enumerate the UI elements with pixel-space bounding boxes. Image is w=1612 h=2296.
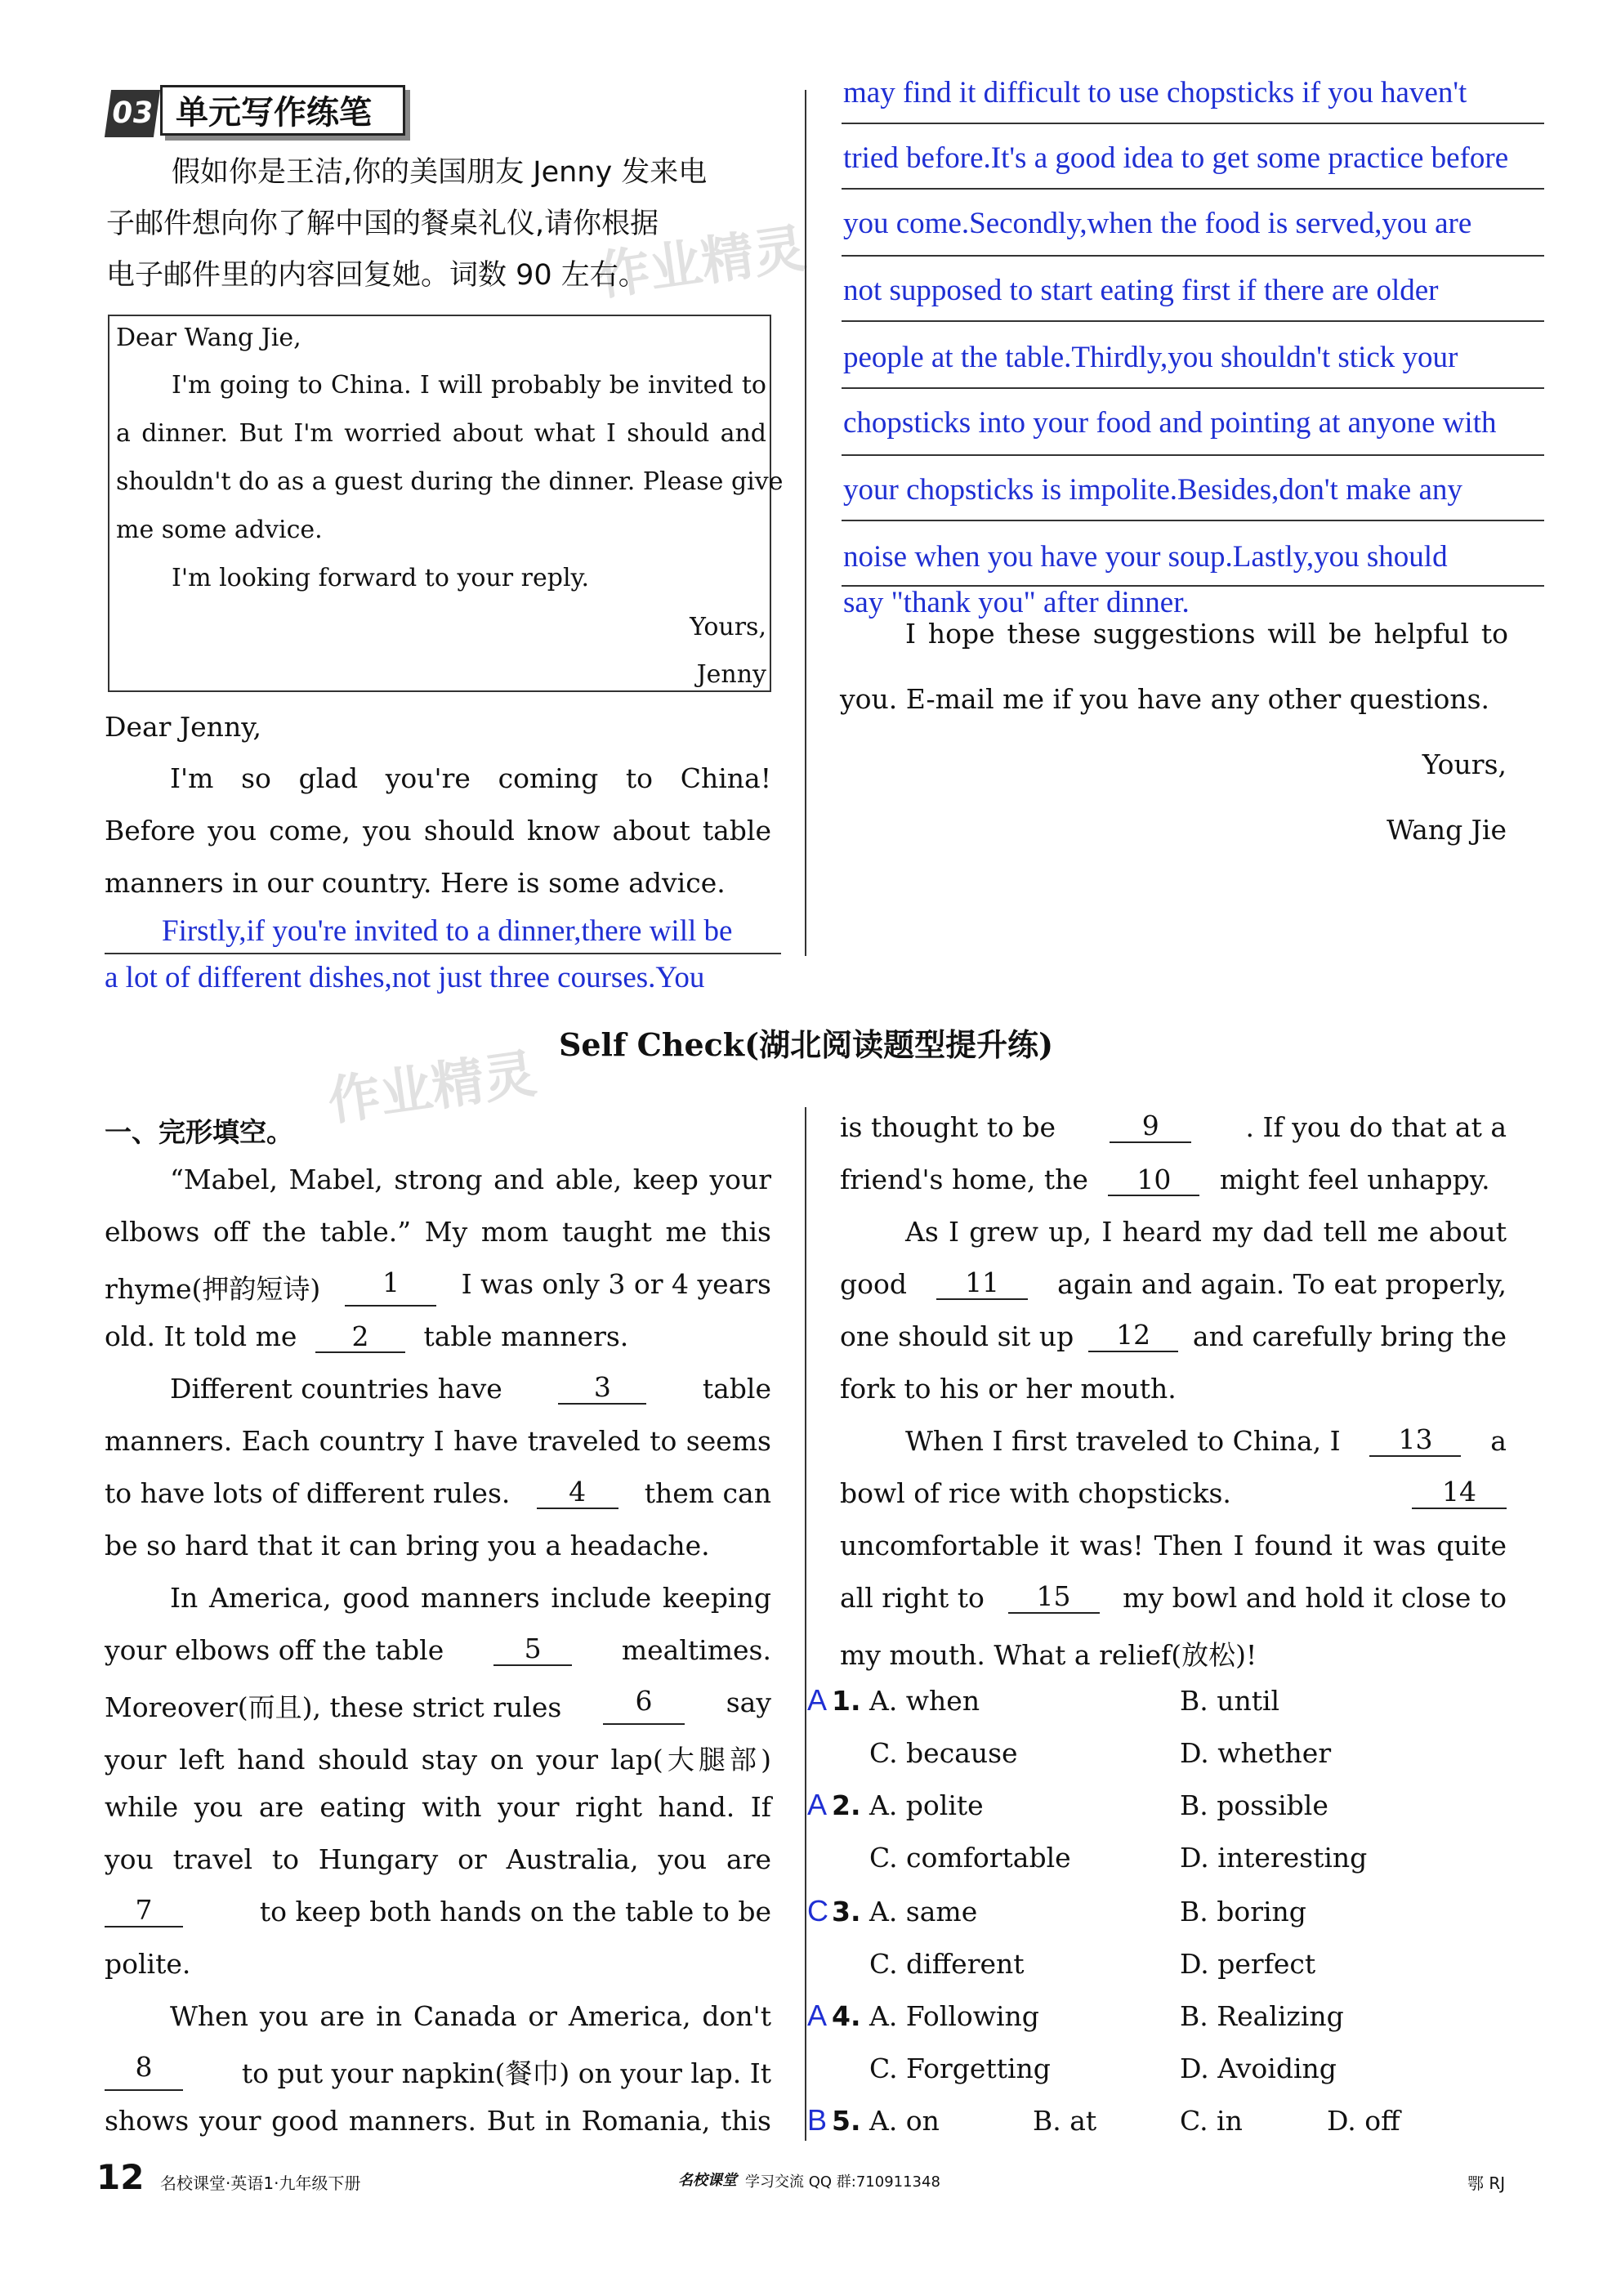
answer-line: Firstly,if you're invited to a dinner,there will be (162, 914, 733, 948)
cloze-line: while you are eating with your right hand. If (105, 1791, 771, 1823)
option-a[interactable]: A. Following (869, 2000, 1039, 2032)
reply-line: I hope these suggestions will be helpful to (905, 618, 1508, 650)
cloze-line (840, 1477, 1507, 1509)
self-check-title: Self Check(湖北阅读题型提升练) (558, 1026, 1054, 1063)
watermark: 作业精灵 (324, 1043, 540, 1133)
cloze-text: one should sit up (840, 1320, 1074, 1352)
answer-mark: B (807, 2103, 828, 2137)
prompt-line: 假如你是王洁,你的美国朋友 Jenny 发来电 (172, 156, 708, 189)
cloze-text: and carefully bring the (1192, 1320, 1507, 1352)
cloze-text: rhyme(押韵短诗) (105, 1273, 321, 1305)
option-c[interactable]: C. Forgetting (869, 2053, 1051, 2084)
cloze-line: you travel to Hungary or Australia, you are (105, 1843, 771, 1875)
cloze-line: In America, good manners include keeping (170, 1582, 771, 1614)
writing-rule (842, 520, 1544, 521)
answer-line: your chopsticks is impolite.Besides,don't make any (843, 473, 1462, 507)
option-c[interactable]: C. because (869, 1737, 1018, 1769)
cloze-text: table (702, 1373, 771, 1405)
answer-line: chopsticks into your food and pointing at anyone with (843, 406, 1497, 440)
option-b[interactable]: B. at (1033, 2105, 1097, 2137)
cloze-text: to put your napkin(餐巾) on your lap. It (241, 2057, 771, 2089)
cloze-text: old. It told me (105, 1320, 297, 1352)
cloze-text: a (1490, 1425, 1507, 1457)
cloze-line: When you are in Canada or America, don't (170, 2000, 771, 2032)
cloze-line: “Mabel, Mabel, strong and able, keep your (170, 1164, 771, 1195)
option-d[interactable]: D. perfect (1180, 1948, 1316, 1980)
cloze-text: friend's home, the (840, 1164, 1088, 1195)
reply-line: manners in our country. Here is some advice. (105, 867, 726, 899)
letter-line: me some advice. (116, 516, 323, 544)
cloze-line: polite. (105, 1948, 191, 1980)
cloze-text: all right to (840, 1582, 985, 1614)
section-title: 单元写作练笔 (160, 85, 405, 136)
book-title: 名校课堂·英语1·九年级下册 (160, 2173, 361, 2193)
option-d[interactable]: D. whether (1180, 1737, 1332, 1769)
cloze-line: your left hand should stay on your lap(大腿部) (105, 1744, 771, 1776)
cloze-line: fork to his or her mouth. (840, 1373, 1177, 1405)
answer-mark: A (807, 1683, 828, 1717)
reply-signature: Wang Jie (1386, 814, 1507, 846)
option-d[interactable]: D. interesting (1180, 1842, 1368, 1874)
reply-line: Before you come, you should know about table (105, 815, 771, 846)
cloze-text: might feel unhappy. (1219, 1164, 1490, 1195)
cloze-text: my bowl and hold it close to (1123, 1582, 1507, 1614)
cloze-line (105, 1896, 771, 1927)
answer-line: a lot of different dishes,not just three courses.You (105, 961, 705, 994)
part-label: 一、完形填空。 (105, 1116, 293, 1148)
answer-mark: C (807, 1894, 828, 1927)
answer-line: may find it difficult to use chopsticks if you haven't (843, 76, 1467, 109)
cloze-line (840, 1582, 1507, 1614)
cloze-blank[interactable]: 1 (345, 1268, 436, 1307)
letter-line: a dinner. But I'm worried about what I should and (116, 419, 766, 448)
cloze-line (105, 1686, 771, 1725)
cloze-blank[interactable]: 10 (1108, 1165, 1199, 1196)
cloze-text: I was only 3 or 4 years (461, 1268, 771, 1300)
cloze-blank[interactable]: 4 (537, 1477, 618, 1509)
writing-rule (842, 387, 1544, 389)
cloze-text: good (840, 1268, 907, 1300)
cloze-text: to have lots of different rules. (105, 1477, 511, 1509)
option-a[interactable]: A. when (869, 1685, 980, 1717)
cloze-text: again and again. To eat properly, (1057, 1268, 1507, 1300)
question-number: 3. (832, 1896, 861, 1927)
cloze-blank[interactable]: 11 (936, 1268, 1028, 1300)
reply-line: I'm so glad you're coming to China! (170, 762, 771, 794)
cloze-blank[interactable]: 3 (558, 1373, 646, 1405)
brand-logo: 名校课堂 (678, 2172, 737, 2189)
option-a[interactable]: A. polite (869, 1789, 984, 1821)
cloze-line (905, 1425, 1507, 1457)
option-c[interactable]: C. different (869, 1948, 1025, 1980)
reply-closing: Yours, (1422, 748, 1507, 780)
cloze-line (105, 1477, 771, 1509)
question-number: 2. (832, 1789, 861, 1821)
answer-mark: A (807, 1999, 828, 2032)
jenny-letter (108, 315, 784, 692)
cloze-blank[interactable]: 6 (603, 1686, 685, 1725)
option-c[interactable]: C. comfortable (869, 1842, 1071, 1874)
answer-line: people at the table.Thirdly,you shouldn't stick your (843, 341, 1458, 374)
cloze-blank[interactable]: 2 (315, 1322, 405, 1353)
option-c[interactable]: C. in (1180, 2105, 1243, 2137)
cloze-line (105, 1634, 771, 1666)
question-number: 1. (832, 1685, 861, 1717)
cloze-blank[interactable]: 13 (1369, 1425, 1461, 1457)
cloze-line: my mouth. What a relief(放松)! (840, 1639, 1257, 1671)
cloze-text: to keep both hands on the table to be (259, 1896, 771, 1927)
section-number: 03 (105, 90, 160, 137)
cloze-blank[interactable]: 14 (1412, 1477, 1507, 1509)
option-b[interactable]: B. boring (1180, 1896, 1306, 1927)
cloze-line (170, 1373, 771, 1405)
column-divider (805, 90, 806, 956)
cloze-blank[interactable]: 12 (1088, 1320, 1178, 1352)
cloze-line: As I grew up, I heard my dad tell me about (905, 1216, 1507, 1248)
cloze-line: uncomfortable it was! Then I found it was quite (840, 1530, 1507, 1561)
answer-line: you come.Secondly,when the food is served,you are (843, 207, 1472, 240)
cloze-line (840, 1268, 1507, 1300)
cloze-line: shows your good manners. But in Romania, this (105, 2105, 771, 2137)
answer-line: not supposed to start eating first if there are older (843, 274, 1439, 307)
cloze-text: bowl of rice with chopsticks. (840, 1477, 1231, 1509)
cloze-blank[interactable]: 8 (105, 2053, 183, 2091)
prompt-line: 电子邮件里的内容回复她。词数 90 左右。 (106, 259, 647, 292)
cloze-text: your elbows off the table (105, 1634, 444, 1666)
option-b[interactable]: B. possible (1180, 1789, 1328, 1821)
section-heading (108, 85, 418, 141)
option-a[interactable]: A. same (869, 1896, 978, 1927)
cloze-blank[interactable]: 15 (1008, 1582, 1100, 1614)
option-b[interactable]: B. until (1180, 1685, 1280, 1717)
cloze-text: Different countries have (170, 1373, 502, 1405)
cloze-text: is thought to be (840, 1111, 1056, 1143)
answer-line: tried before.It's a good idea to get some practice before (843, 141, 1509, 175)
question-number: 5. (832, 2105, 861, 2137)
cloze-blank[interactable]: 5 (493, 1634, 572, 1666)
edition-tag: 鄂 RJ (1467, 2173, 1506, 2193)
letter-line: I'm going to China. I will probably be invited to (172, 371, 766, 400)
option-d[interactable]: D. off (1327, 2105, 1400, 2137)
prompt-line: 子邮件想向你了解中国的餐桌礼仪,请你根据 (106, 208, 659, 240)
page-number: 12 (96, 2157, 145, 2197)
cloze-line (840, 1111, 1507, 1143)
cloze-text: . If you do that at a (1245, 1111, 1507, 1143)
cloze-text: table manners. (423, 1320, 629, 1352)
writing-rule (842, 255, 1544, 257)
letter-greeting: Dear Wang Jie, (116, 324, 301, 352)
cloze-line (105, 1268, 771, 1307)
question-number: 4. (832, 2000, 861, 2032)
letter-line: I'm looking forward to your reply. (172, 564, 590, 592)
cloze-line (840, 1164, 1490, 1196)
option-a[interactable]: A. on (869, 2105, 940, 2137)
cloze-text: Moreover(而且), these strict rules (105, 1691, 562, 1723)
cloze-line: elbows off the table.” My mom taught me this (105, 1216, 771, 1248)
cloze-line: manners. Each country I have traveled to seems (105, 1425, 771, 1457)
writing-rule (105, 953, 781, 954)
cloze-line: be so hard that it can bring you a headache. (105, 1530, 710, 1561)
option-b[interactable]: B. Realizing (1180, 2000, 1344, 2032)
letter-closing: Yours, (690, 613, 766, 641)
writing-rule (842, 454, 1544, 456)
letter-line: shouldn't do as a guest during the dinner. Please give (116, 467, 784, 496)
cloze-blank[interactable]: 7 (105, 1896, 183, 1927)
cloze-text: When I first traveled to China, I (905, 1425, 1341, 1457)
letter-signature: Jenny (696, 660, 766, 689)
reply-greeting: Dear Jenny, (105, 711, 261, 743)
qq-group: 学习交流 QQ 群:710911348 (745, 2173, 940, 2191)
cloze-text: them can (644, 1477, 771, 1509)
writing-rule (842, 188, 1544, 190)
reply-line: you. E-mail me if you have any other questions. (840, 683, 1490, 715)
answer-line: say "thank you" after dinner. (843, 586, 1190, 619)
cloze-text: mealtimes. (621, 1634, 771, 1666)
cloze-line (105, 1320, 628, 1353)
answer-line: noise when you have your soup.Lastly,you should (843, 540, 1448, 574)
answer-mark: A (807, 1788, 828, 1821)
watermark: 作业精灵 (593, 218, 810, 308)
cloze-line (840, 1320, 1507, 1352)
cloze-blank[interactable]: 9 (1110, 1111, 1191, 1143)
cloze-line (105, 2053, 771, 2091)
column-divider (805, 1107, 806, 2141)
option-d[interactable]: D. Avoiding (1180, 2053, 1337, 2084)
cloze-text: say (726, 1686, 771, 1718)
writing-rule (842, 320, 1544, 322)
writing-rule (842, 123, 1544, 124)
